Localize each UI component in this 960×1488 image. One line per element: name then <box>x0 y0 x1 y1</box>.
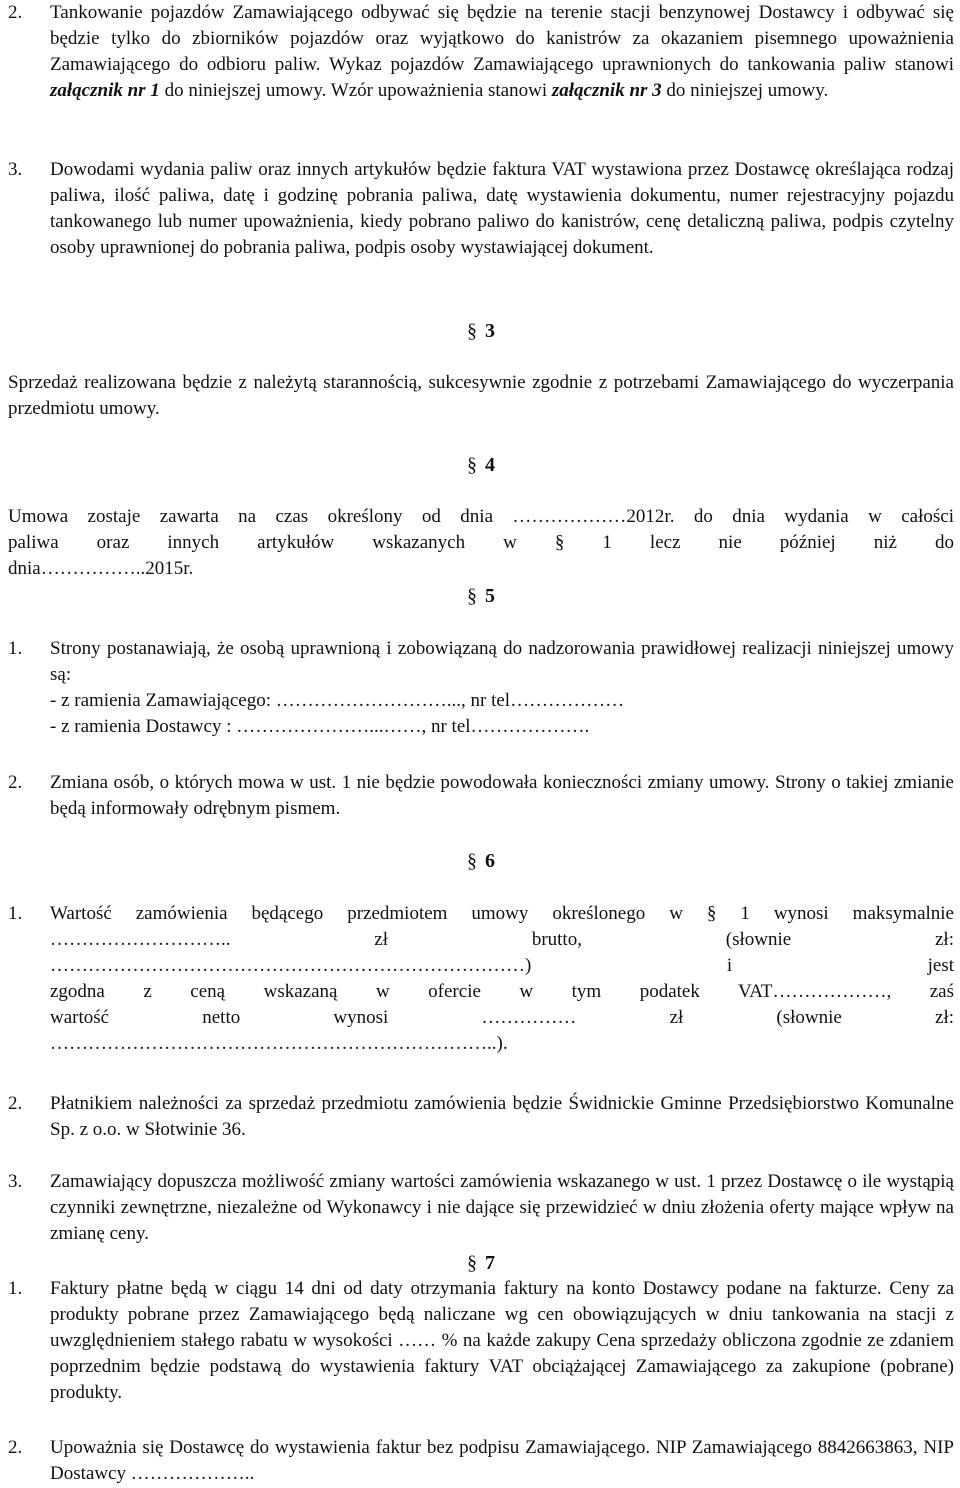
s6-line: ……………………….. zł brutto, (słownie zł: <box>50 929 954 950</box>
s7-item-1 <box>8 1276 954 1406</box>
section-heading-5 <box>8 583 954 609</box>
section-sign: § <box>467 585 477 607</box>
item-number: 2. <box>8 1437 23 1458</box>
item-number: 2. <box>8 1093 23 1114</box>
item-text: Upoważnia się Dostawcę do wystawienia faktur bez podpisu Zamawiającego. NIP Zamawiającego 8842663863, NIP Dostawcy ……………….. <box>50 1437 954 1484</box>
s2-item-2 <box>8 0 954 104</box>
s6-item-3 <box>8 1169 954 1247</box>
item-number: 2. <box>8 2 23 23</box>
section-heading-3 <box>8 318 954 344</box>
s6-line: ……………………………………………………………..). <box>50 1033 508 1054</box>
section-sign: § <box>467 1252 477 1274</box>
contact-line-supplier: - z ramienia Dostawcy : …………………...……, nr tel………………. <box>50 716 590 737</box>
item-number: 1. <box>8 1278 23 1299</box>
s6-line: …………………………………………………………………) i jest <box>50 955 954 976</box>
section-sign: § <box>467 850 477 872</box>
s5-item-2 <box>8 770 954 822</box>
s2-item-3 <box>8 157 954 261</box>
text-part: do niniejszej umowy. <box>661 80 829 101</box>
s6-item-2 <box>8 1091 954 1143</box>
item-number: 2. <box>8 772 23 793</box>
item-text: Zmiana osób, o których mowa w ust. 1 nie będzie powodowała konieczności zmiany umowy. Strony o takiej zmianie będą informowały odrębnym pismem. <box>50 772 954 819</box>
s6-line: wartość netto wynosi …………… zł (słownie zł: <box>50 1007 954 1028</box>
item-text-body: Strony postanawiają, że osobą uprawnioną i zobowiązaną do nadzorowania prawidłowej realizacji niniejszej umowy są: <box>50 638 954 685</box>
item-text: Zamawiający dopuszcza możliwość zmiany wartości zamówienia wskazanego w ust. 1 przez Dostawcę o ile wystąpią czynniki zewnętrzne, niezależne od Wykonawcy i nie dające się przewidzieć w dniu złożenia oferty mające wpływ na zmianę ceny. <box>50 1171 954 1244</box>
s6-item-1 <box>8 901 954 1057</box>
item-text: Płatnikiem należności za sprzedaż przedmiotu zamówienia będzie Świdnickie Gminne Przedsiębiorstwo Komunalne Sp. z o.o. w Słotwinie 36. <box>50 1093 954 1140</box>
item-text <box>50 636 954 740</box>
s4-line: dnia……………..2015r. <box>8 558 194 579</box>
item-number: 3. <box>8 1171 23 1192</box>
s6-line: zgodna z ceną wskazaną w ofercie w tym podatek VAT………………, zaś <box>50 981 954 1002</box>
item-text <box>50 0 954 104</box>
s4-line: paliwa oraz innych artykułów wskazanych w § 1 lecz nie później niż do <box>8 532 954 553</box>
s7-item-2 <box>8 1435 954 1487</box>
section-number: 5 <box>485 585 495 607</box>
text-part: do niniejszej umowy. Wzór upoważnienia stanowi <box>159 80 552 101</box>
s4-paragraph <box>8 504 954 582</box>
s6-line: Wartość zamówienia będącego przedmiotem umowy określonego w § 1 wynosi maksymalnie <box>50 903 954 924</box>
contact-line-ordering-party: - z ramienia Zamawiającego: ………………………..., nr tel……………… <box>50 690 625 711</box>
text-part: Tankowanie pojazdów Zamawiającego odbywać się będzie na terenie stacji benzynowej Dostawcy i odbywać się będzie tylko do zbiorników pojazdów oraz wyjątkowo do kanistrów za okazaniem pisemnego upoważnienia Zamawiającego do odbioru paliw. Wykaz pojazdów Zamawiającego uprawnionych do tankowania paliw stanowi <box>50 2 954 75</box>
section-sign: § <box>467 320 477 342</box>
item-number: 3. <box>8 159 23 180</box>
section-number: 7 <box>485 1252 495 1274</box>
s4-line: Umowa zostaje zawarta na czas określony od dnia ………………2012r. do dnia wydania w całości <box>8 506 954 527</box>
attachment-ref-1: załącznik nr 1 <box>50 80 160 101</box>
section-number: 6 <box>485 850 495 872</box>
item-text <box>50 901 954 1057</box>
section-heading-6 <box>8 848 954 874</box>
section-number: 4 <box>485 454 495 476</box>
section-number: 3 <box>485 320 495 342</box>
section-sign: § <box>467 454 477 476</box>
section-heading-4 <box>8 452 954 478</box>
item-text: Faktury płatne będą w ciągu 14 dni od daty otrzymania faktury na konto Dostawcy podane na fakturze. Ceny za produkty pobrane przez Zamawiającego będą naliczane wg cen obowiązujących w dniu tankowania na stacji z uwzględnieniem stałego rabatu w wysokości …… % na każde zakupy Cena sprzedaży obliczona zgodnie ze zdaniem poprzednim będzie podstawą do wystawienia faktury VAT obciążającej Zamawiającego za zakupione (pobrane) produkty. <box>50 1278 954 1403</box>
item-text: Dowodami wydania paliw oraz innych artykułów będzie faktura VAT wystawiona przez Dostawcę określająca rodzaj paliwa, ilość paliwa, datę i godzinę pobrania paliwa, datę wystawienia dokumentu, numer rejestracyjny pojazdu tankowanego lub numer upoważnienia, kiedy pobrano paliwo do kanistrów, cenę detaliczną paliwa, podpis czytelny osoby uprawnionej do pobrania paliwa, podpis osoby wystawiającej dokument. <box>50 159 954 258</box>
s3-paragraph: Sprzedaż realizowana będzie z należytą starannością, sukcesywnie zgodnie z potrzebami Zamawiającego do wyczerpania przedmiotu umowy. <box>8 372 954 419</box>
item-number: 1. <box>8 638 23 659</box>
attachment-ref-3: załącznik nr 3 <box>551 80 662 101</box>
item-number: 1. <box>8 903 23 924</box>
section-heading-7 <box>8 1250 954 1276</box>
s5-item-1 <box>8 636 954 740</box>
